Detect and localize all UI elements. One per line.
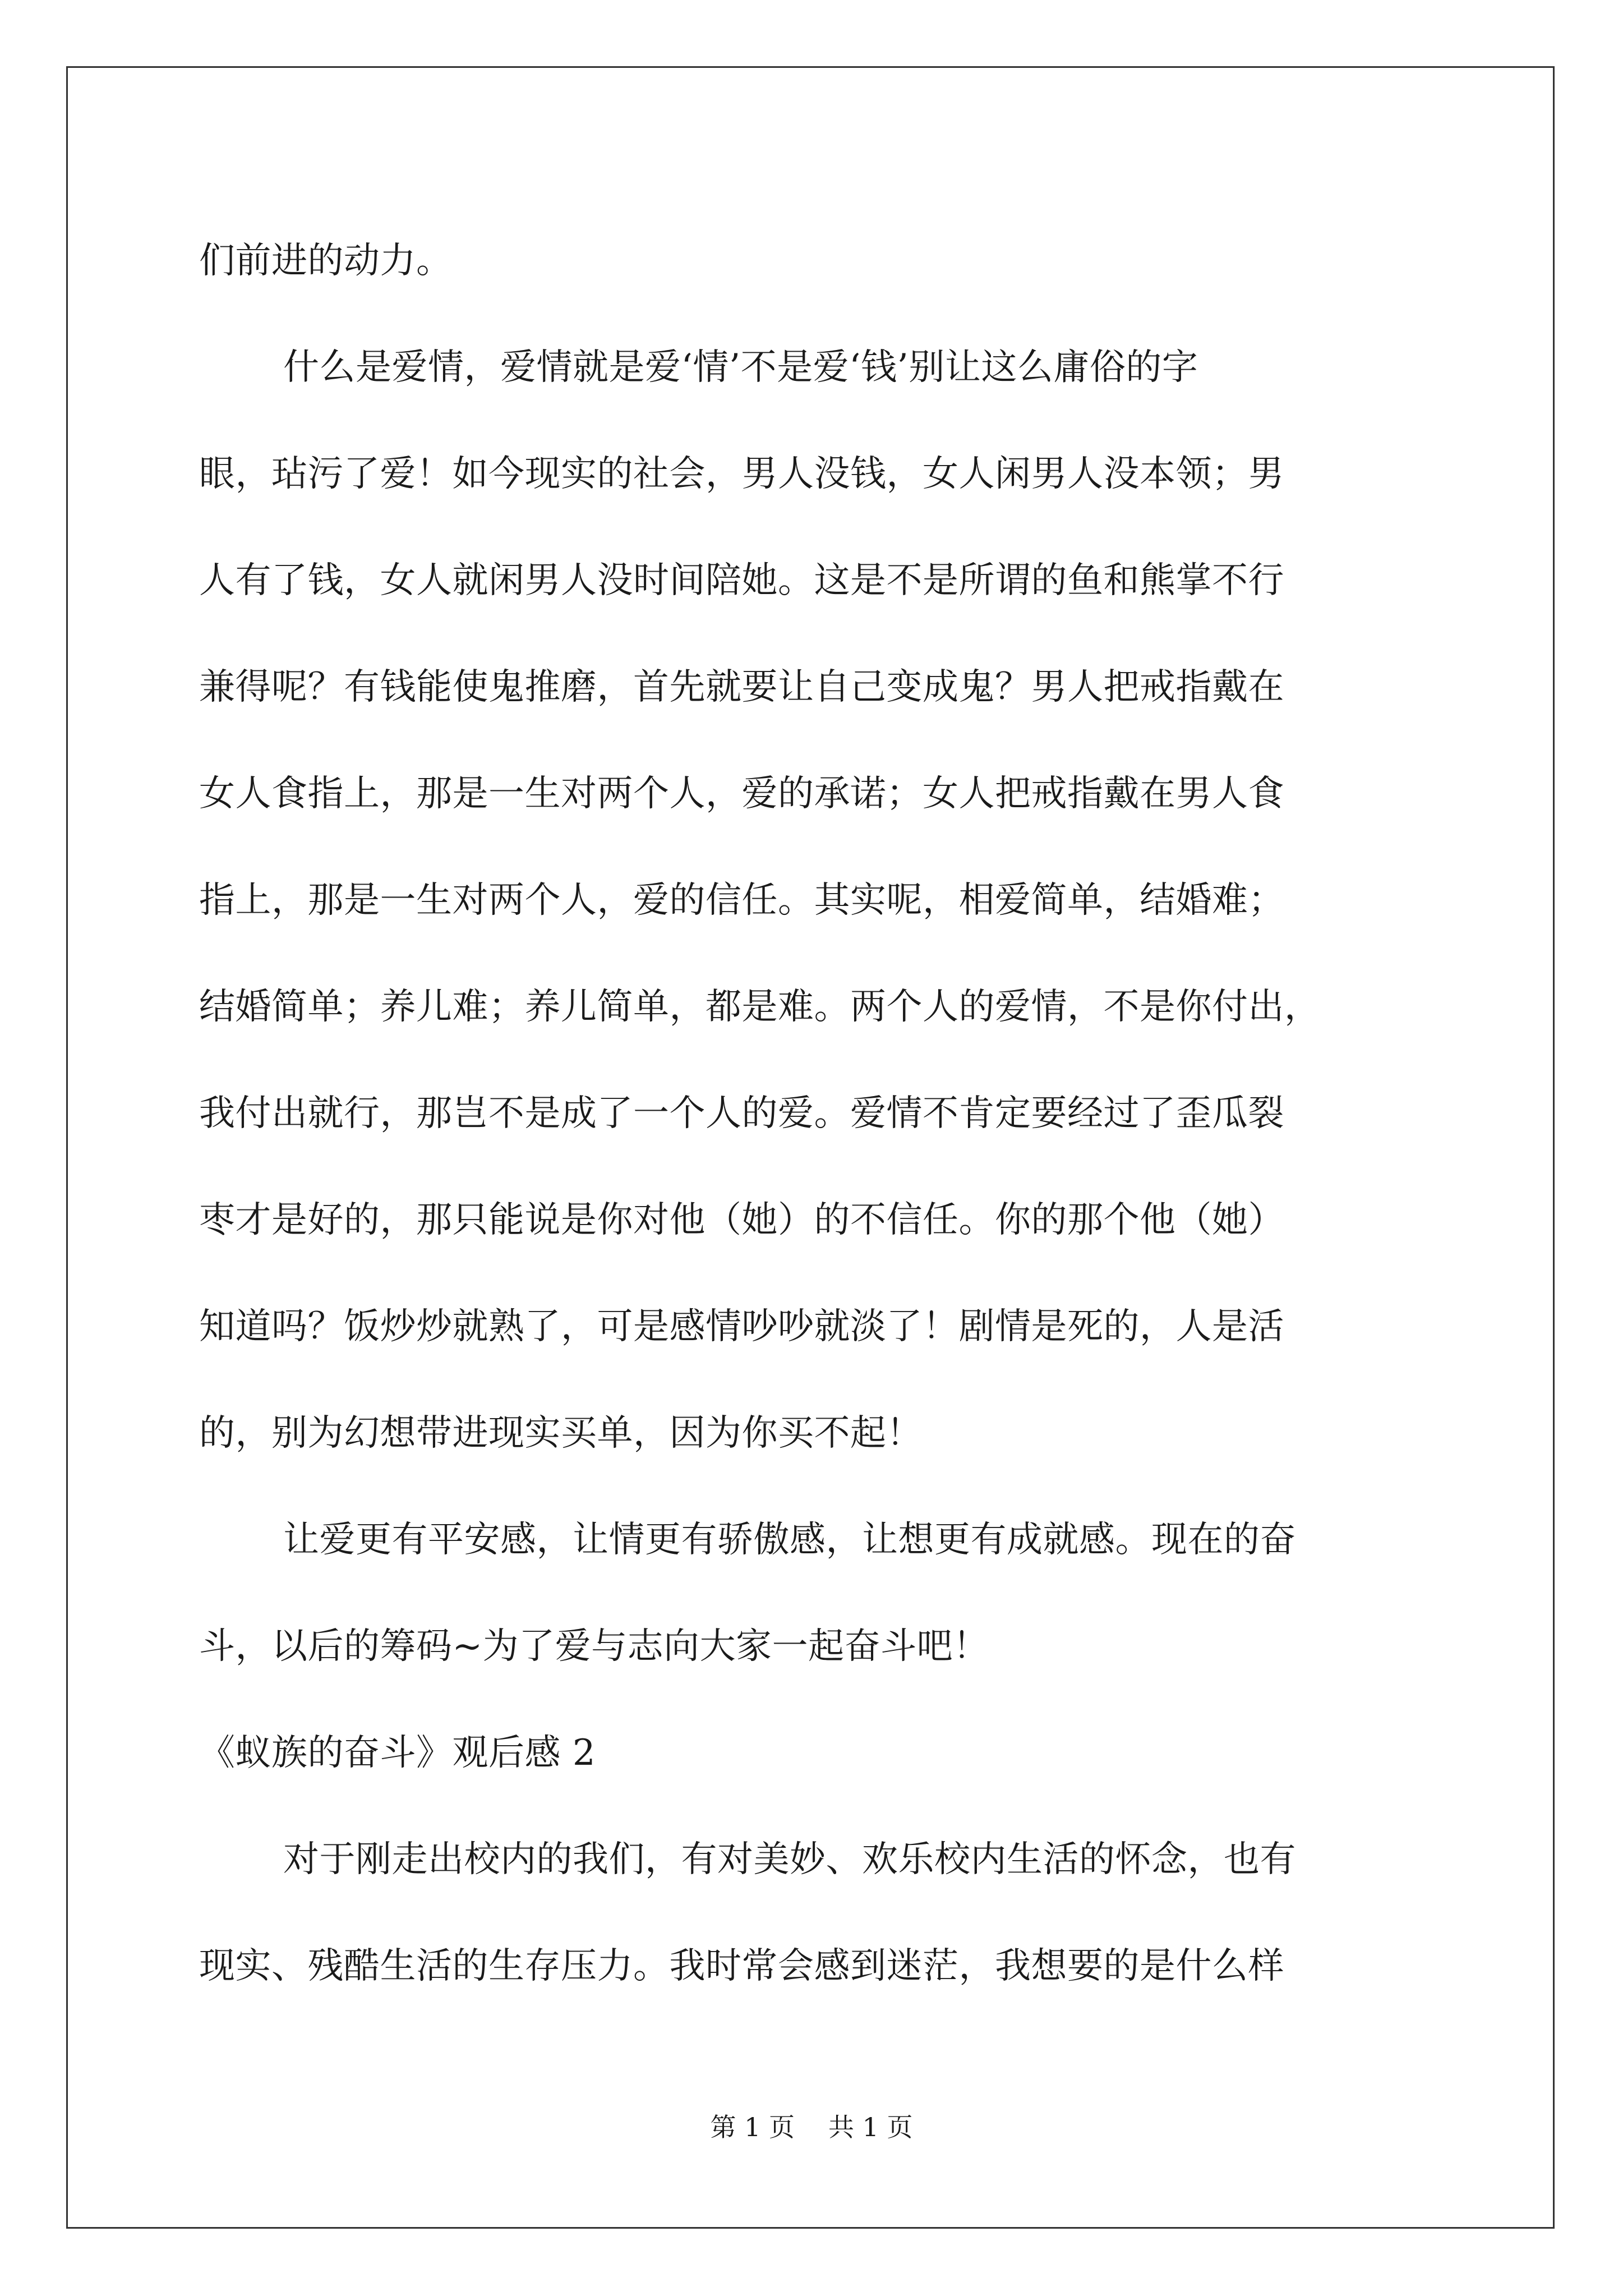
text-line: 枣才是好的，那只能说是你对他（她）的不信任。你的那个他（她） xyxy=(199,1199,1284,1241)
text-line: 指上，那是一生对两个人，爱的信任。其实呢，相爱简单，结婚难； xyxy=(199,880,1284,921)
text-line: 结婚简单；养儿难；养儿简单，都是难。两个人的爱情，不是你付出， xyxy=(199,986,1321,1028)
section-heading: 《蚁族的奋斗》观后感 2 xyxy=(199,1732,596,1774)
text-line: 斗，以后的筹码~为了爱与志向大家一起奋斗吧！ xyxy=(199,1626,989,1667)
document-body xyxy=(199,208,1433,2019)
text-line: 人有了钱，女人就闲男人没时间陪她。这是不是所谓的鱼和熊掌不行 xyxy=(199,560,1284,601)
text-line: 知道吗？饭炒炒就熟了，可是感情吵吵就淡了！剧情是死的，人是活 xyxy=(199,1306,1284,1347)
paragraph-start-line: 什么是爱情，爱情就是爱‘情’不是爱‘钱’别让这么庸俗的字 xyxy=(283,347,1198,388)
text-line: 我付出就行，那岂不是成了一个人的爱。爱情不肯定要经过了歪瓜裂 xyxy=(199,1093,1284,1134)
text-line: 的，别为幻想带进现实买单，因为你买不起！ xyxy=(199,1412,923,1454)
text-line: 现实、残酷生活的生存压力。我时常会感到迷茫，我想要的是什么样 xyxy=(199,1945,1284,1987)
page-footer xyxy=(0,2110,1623,2144)
paragraph-start-line: 让爱更有平安感，让情更有骄傲感，让想更有成就感。现在的奋 xyxy=(283,1519,1296,1561)
text-line: 眼，玷污了爱！如今现实的社会，男人没钱，女人闲男人没本领；男 xyxy=(199,453,1284,495)
text-line: 们前进的动力。 xyxy=(199,240,453,282)
page-number: 第 1 页 xyxy=(710,2112,795,2142)
text-line: 女人食指上，那是一生对两个人，爱的承诺；女人把戒指戴在男人食 xyxy=(199,773,1284,815)
paragraph-start-line: 对于刚走出校内的我们，有对美妙、欢乐校内生活的怀念，也有 xyxy=(283,1839,1296,1880)
text-line: 兼得呢？有钱能使鬼推磨，首先就要让自己变成鬼？男人把戒指戴在 xyxy=(199,666,1284,708)
page-total: 共 1 页 xyxy=(828,2112,913,2142)
